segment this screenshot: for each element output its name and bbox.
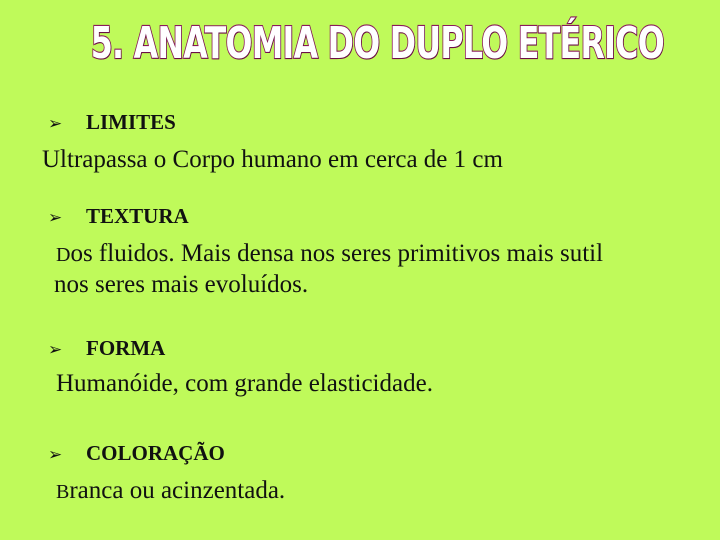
- heading-limites: LIMITES: [86, 110, 176, 134]
- heading-coloracao: COLORAÇÃO: [86, 441, 225, 465]
- arrow-bullet-icon: ➢: [48, 114, 63, 134]
- text-coloracao: Branca ou acinzentada.: [56, 477, 286, 504]
- bullet-limites: [48, 110, 176, 135]
- arrow-bullet-icon: ➢: [48, 340, 63, 360]
- heading-textura: TEXTURA: [86, 204, 189, 228]
- bullet-forma: [48, 336, 165, 361]
- text-forma: Humanóide, com grande elasticidade.: [56, 370, 433, 397]
- heading-forma: FORMA: [86, 336, 166, 360]
- bullet-coloracao: [48, 441, 225, 466]
- text-textura-line-2: nos seres mais evoluídos.: [54, 271, 309, 298]
- text-limites: Ultrapassa o Corpo humano em cerca de 1 cm: [42, 146, 503, 173]
- drop-letter: B: [56, 481, 70, 503]
- text-textura-line-1: Dos fluidos. Mais densa nos seres primitivos mais sutil: [56, 240, 604, 267]
- bullet-textura: [48, 204, 189, 229]
- drop-letter: D: [56, 244, 71, 266]
- arrow-bullet-icon: ➢: [48, 445, 63, 465]
- slide-title: 5. ANATOMIA DO DUPLO ETÉRICO: [90, 18, 664, 69]
- arrow-bullet-icon: ➢: [48, 208, 63, 228]
